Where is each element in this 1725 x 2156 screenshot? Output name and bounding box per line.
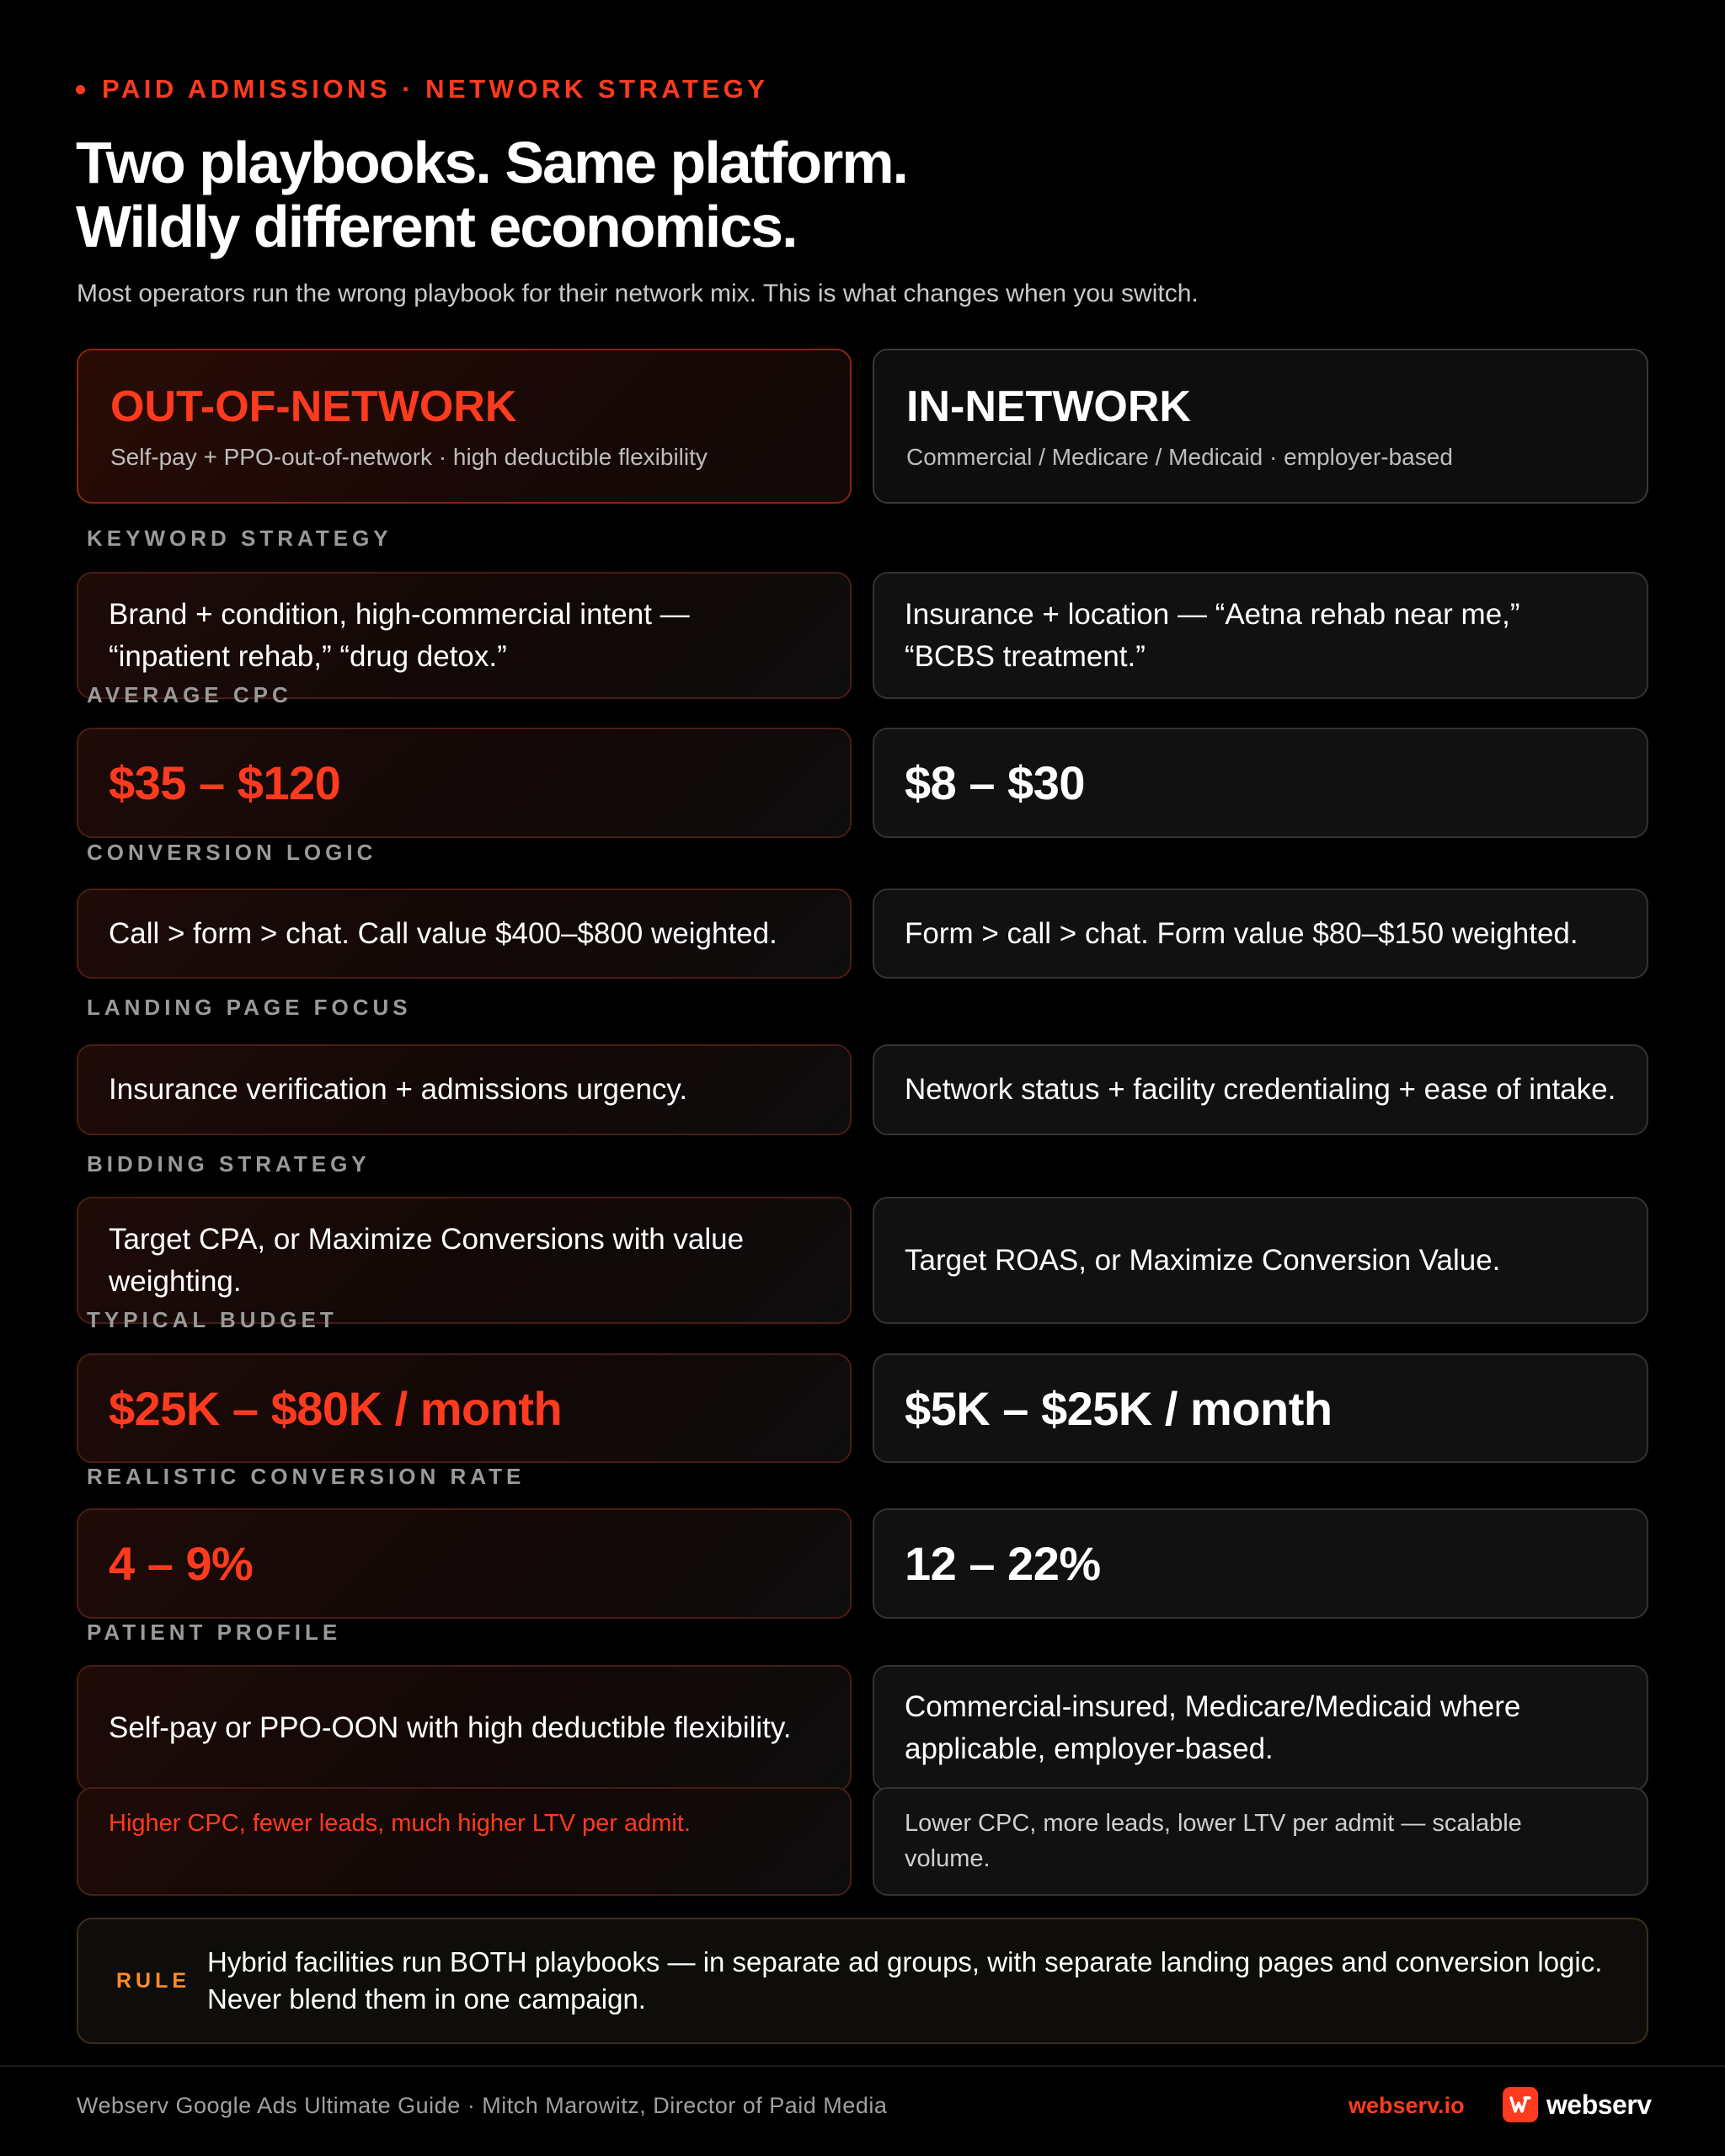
inn-profile-cell: [873, 1665, 1648, 1791]
oon-budget-cell: [77, 1353, 852, 1463]
oon-cpc-value: $35 – $120: [109, 756, 341, 809]
inn-cpc-cell: [873, 728, 1648, 838]
rule-label: RULE: [116, 1968, 191, 1993]
footer-divider: [0, 2065, 1725, 2067]
row-label-cpc: AVERAGE CPC: [87, 682, 292, 707]
oon-keyword-text: Brand + condition, high-commercial intent — “inpatient rehab,” “drug detox.”: [109, 597, 690, 673]
inn-budget-cell: [873, 1353, 1648, 1463]
row-label-keyword: KEYWORD STRATEGY: [87, 526, 393, 551]
eyebrow-text: PAID ADMISSIONS · NETWORK STRATEGY: [102, 74, 769, 104]
inn-keyword-text: Insurance + location — “Aetna rehab near me,” “BCBS treatment.”: [905, 597, 1520, 673]
inn-keyword-cell: [873, 572, 1648, 699]
oon-landing-cell: [77, 1044, 852, 1135]
inn-summary-note: [873, 1787, 1648, 1896]
oon-summary-note: [77, 1787, 852, 1896]
webserv-logo: [1503, 2087, 1652, 2122]
inn-budget-value: $5K – $25K / month: [905, 1381, 1332, 1435]
inn-subtitle: Commercial / Medicare / Medicaid · employer-based: [906, 444, 1453, 470]
inn-conv-rate-value: 12 – 22%: [905, 1537, 1101, 1590]
oon-bidding-cell: [77, 1197, 852, 1324]
oon-column-header: [77, 349, 852, 504]
oon-keyword-cell: [77, 572, 852, 699]
oon-profile-text: Self-pay or PPO-OON with high deductible flexibility.: [109, 1711, 792, 1744]
oon-conversion-logic-cell: [77, 889, 852, 979]
oon-cpc-cell: [77, 728, 852, 838]
row-label-conversion-logic: CONVERSION LOGIC: [87, 840, 377, 865]
inn-cpc-value: $8 – $30: [905, 756, 1085, 809]
oon-conv-rate-value: 4 – 9%: [109, 1537, 254, 1590]
row-label-conv-rate: REALISTIC CONVERSION RATE: [87, 1464, 526, 1489]
row-label-profile: PATIENT PROFILE: [87, 1620, 342, 1645]
inn-landing-text: Network status + facility credentialing + ease of intake.: [905, 1073, 1616, 1106]
inn-conversion-logic-text: Form > call > chat. Form value $80–$150 weighted.: [905, 916, 1578, 950]
inn-title: IN-NETWORK: [906, 382, 1191, 431]
oon-budget-value: $25K – $80K / month: [109, 1381, 563, 1435]
oon-conv-rate-cell: [77, 1508, 852, 1619]
eyebrow: [76, 74, 768, 104]
footer-url-link[interactable]: webserv.io: [1348, 2093, 1465, 2118]
oon-profile-cell: [77, 1665, 852, 1791]
oon-subtitle: Self-pay + PPO-out-of-network · high deductible flexibility: [110, 444, 708, 470]
oon-landing-text: Insurance verification + admissions urgency.: [109, 1073, 688, 1106]
headline-line-2: Wildly different economics.: [76, 194, 797, 259]
oon-bidding-text: Target CPA, or Maximize Conversions with value weighting.: [109, 1222, 745, 1298]
inn-conv-rate-cell: [873, 1508, 1648, 1619]
row-label-landing: LANDING PAGE FOCUS: [87, 995, 412, 1020]
row-label-budget: TYPICAL BUDGET: [87, 1307, 338, 1332]
rule-text: [207, 1944, 1602, 2018]
subhead: Most operators run the wrong playbook for their network mix. This is what changes when you switch.: [77, 280, 1199, 307]
inn-summary-text: Lower CPC, more leads, lower LTV per admit — scalable volume.: [905, 1810, 1522, 1872]
inn-bidding-text: Target ROAS, or Maximize Conversion Value.: [905, 1243, 1501, 1277]
oon-title: OUT-OF-NETWORK: [110, 382, 517, 431]
rule-text-line-1: Hybrid facilities run BOTH playbooks — in separate ad groups, with separate landing pages and conversion logic.: [207, 1946, 1603, 1977]
footer-credit: Webserv Google Ads Ultimate Guide · Mitch Marowitz, Director of Paid Media: [77, 2093, 888, 2118]
row-label-bidding: BIDDING STRATEGY: [87, 1151, 371, 1177]
headline-line-1: Two playbooks. Same platform.: [76, 130, 908, 195]
inn-conversion-logic-cell: [873, 889, 1648, 979]
inn-profile-text: Commercial-insured, Medicare/Medicaid where applicable, employer-based.: [905, 1690, 1521, 1765]
rule-text-line-2: Never blend them in one campaign.: [207, 1983, 646, 2015]
inn-bidding-cell: [873, 1197, 1648, 1324]
oon-summary-text: Higher CPC, fewer leads, much higher LTV per admit.: [109, 1810, 691, 1837]
page-title: [76, 131, 907, 259]
inn-column-header: [873, 349, 1648, 504]
rule-callout: [77, 1918, 1648, 2044]
bullet-dot-icon: [76, 85, 85, 94]
oon-conversion-logic-text: Call > form > chat. Call value $400–$800 weighted.: [109, 916, 777, 950]
logo-wordmark: webserv: [1546, 2089, 1652, 2120]
inn-landing-cell: [873, 1044, 1648, 1135]
webserv-logo-icon: [1503, 2087, 1538, 2122]
